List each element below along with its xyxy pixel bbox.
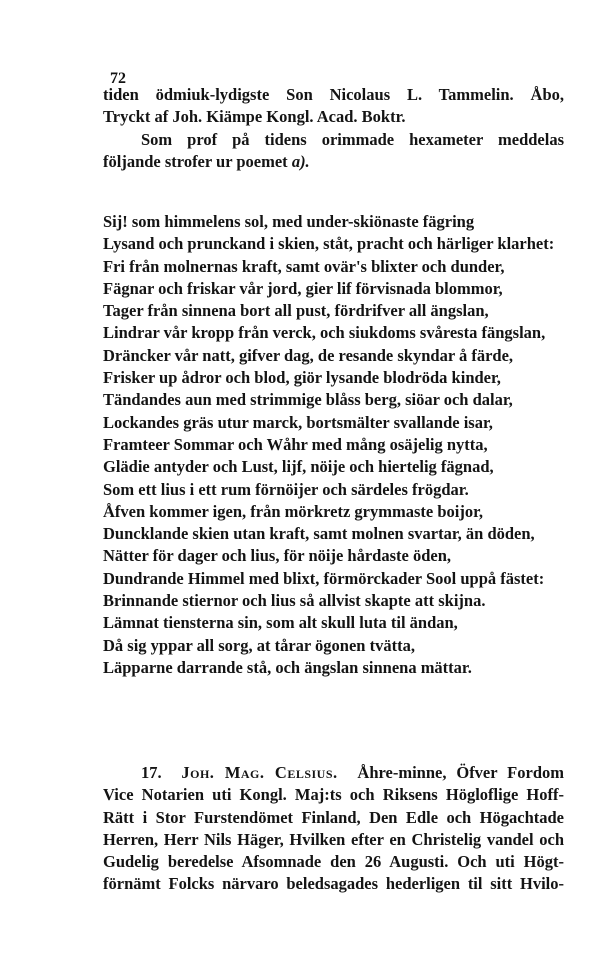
poem-line: Sij! som himmelens sol, med under-skiönaste fägring xyxy=(103,212,475,231)
poem-line: Som ett lius i ett rum förnöijer och särdeles frögdar. xyxy=(103,479,469,499)
poem-line: Tager från sinnena bort all pust, fördrifver all ängslan, xyxy=(103,301,489,321)
poem-line: Dräncker vår natt, gifver dag, de resande skyndar å färde, xyxy=(103,345,514,365)
text-span: följande strofer ur poemet xyxy=(103,151,288,171)
text-line: Herren, Herr Nils Häger, Hvilken efter en Christelig vandel och xyxy=(103,829,564,849)
bibliography-entry xyxy=(103,762,564,896)
footnote-ref: a). xyxy=(291,151,310,171)
text-line xyxy=(103,151,564,173)
intro-text xyxy=(103,84,564,173)
poem-line: Tändandes aun med strimmige blåss berg, siöar och dalar, xyxy=(103,390,513,410)
text-line: Gudelig beredelse Afsomnade den 26 Augusti. Och uti Högt- xyxy=(103,852,564,872)
text-line: Vice Notarien uti Kongl. Maj:ts och Riksens Högloflige Hoff- xyxy=(103,785,564,805)
entry-title: Åhre-minne, Öfver Fordom xyxy=(357,763,564,782)
poem-line: Lysand och prunckand i skien, ståt, pracht och härliger klarhet: xyxy=(103,234,555,254)
poem-line: Frisker up ådror och blod, giör lysande blodröda kinder, xyxy=(103,368,501,388)
poem-line: Fägnar och friskar vår jord, gier lif förvisnada blommor, xyxy=(103,278,503,298)
poem-line: Åfven kommer igen, från mörkretz grymmaste boijor, xyxy=(103,501,484,521)
text-line: förnämt Folcks närvaro beledsagades hederligen til sitt Hvilo- xyxy=(103,874,564,894)
poem-line: Lämnat tiensterna sin, som alt skull luta til ändan, xyxy=(103,613,458,633)
poem-line: Brinnande stiernor och lius så allvist skapte att skijna. xyxy=(103,591,486,611)
page-number: 72 xyxy=(110,70,126,87)
poem-line: Fri från molnernas kraft, samt ovär's blixter och dunder, xyxy=(103,256,505,276)
entry-heading-line xyxy=(103,762,564,784)
text-line: Tryckt af Joh. Kiämpe Kongl. Acad. Boktr. xyxy=(103,107,406,127)
poem-line: Läpparne darrande stå, och ängslan sinnena mättar. xyxy=(103,657,472,677)
text-line: Rätt i Stor Furstendömet Finland, Den Edle och Högachtade xyxy=(103,807,564,827)
poem-line: Duncklande skien utan kraft, samt molnen svartar, än döden, xyxy=(103,524,535,544)
poem-line: Lindrar vår kropp från verck, och siukdoms svåresta fängslan, xyxy=(103,323,546,343)
text-line: Som prof på tidens orimmade hexameter meddelas xyxy=(141,129,564,149)
poem-line: Lockandes gräs utur marck, bortsmälter svallande isar, xyxy=(103,412,493,432)
poem-line: Dundrande Himmel med blixt, förmörckader Sool uppå fästet: xyxy=(103,568,545,588)
poem-line: Framteer Sommar och Wåhr med mång osäjelig nytta, xyxy=(103,434,488,454)
entry-number: 17. xyxy=(141,763,162,782)
text-line: tiden ödmiuk-lydigste Son Nicolaus L. Tammelin. Åbo, xyxy=(103,85,564,104)
poem-line: Nätter för dager och lius, för nöije hårdaste öden, xyxy=(103,546,452,566)
poem-block xyxy=(103,211,564,679)
entry-author: Joh. Mag. Celsius. xyxy=(181,763,338,782)
poem-line: Då sig yppar all sorg, at tårar ögonen tvätta, xyxy=(103,635,415,655)
poem-line: Glädie antyder och Lust, lijf, nöije och hiertelig fägnad, xyxy=(103,457,494,477)
